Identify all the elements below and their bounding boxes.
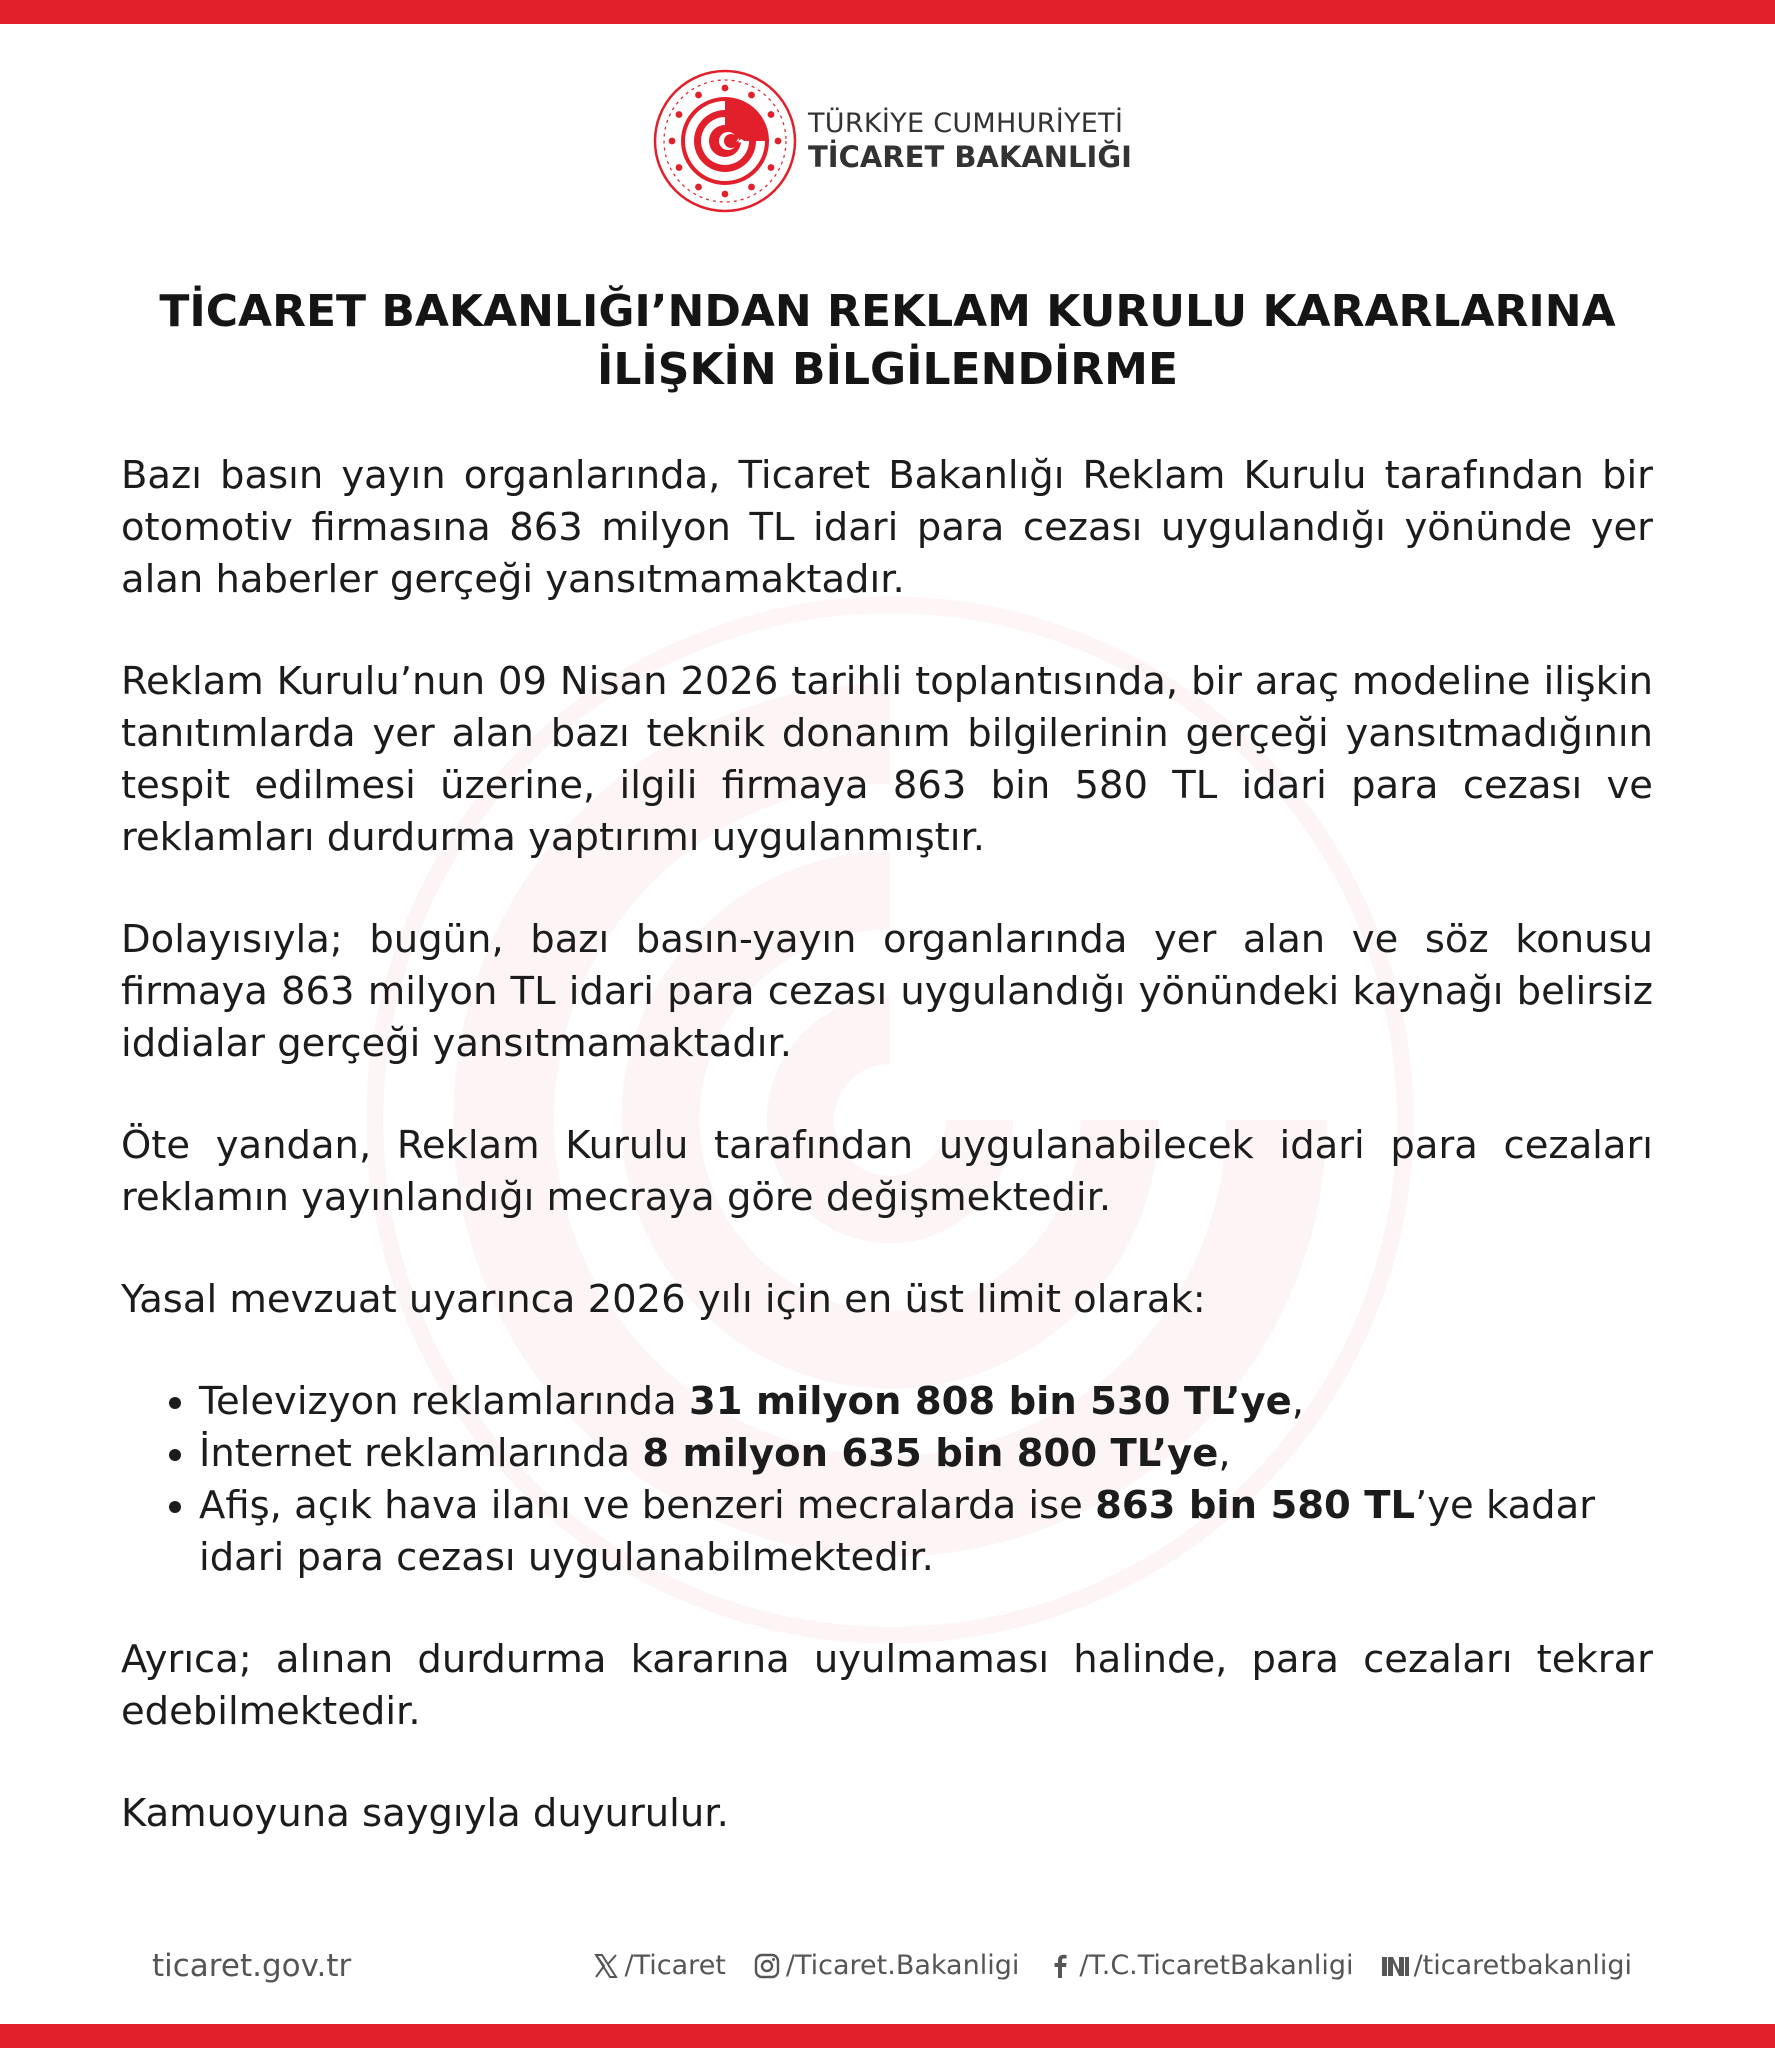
- nsosyal-handle: /ticaretbakanligi: [1413, 1950, 1632, 1981]
- limit-amount: 8 milyon 635 bin 800 TL’ye: [642, 1431, 1219, 1476]
- ministry-logo: [652, 68, 1212, 218]
- logo-line-country: TÜRKİYE CUMHURİYETİ: [808, 108, 1124, 139]
- paragraph-3: Dolayısıyla; bugün, bazı basın-yayın organlarında yer alan ve söz konusu firmaya 863 milyon TL idari para cezası uygulandığı yönündeki kaynağı belirsiz iddialar gerçeği yansıtmamaktadır.: [121, 917, 1653, 1066]
- x-handle: /Ticaret: [624, 1950, 726, 1981]
- limit-text: İnternet reklamlarında: [199, 1431, 643, 1476]
- list-item: [199, 1480, 1653, 1584]
- title-line-2: İLİŞKİN BİLGİLENDİRME: [596, 344, 1179, 395]
- facebook-handle: /T.C.TicaretBakanligi: [1079, 1950, 1354, 1981]
- website-link[interactable]: ticaret.gov.tr: [152, 1948, 352, 1984]
- paragraph-1: Bazı basın yayın organlarında, Ticaret Bakanlığı Reklam Kurulu tarafından bir otomotiv firmasına 863 milyon TL idari para cezası uygulandığı yönünde yer alan haberler gerçeği yansıtmamaktadır.: [121, 453, 1653, 602]
- paragraph-7: Kamuoyuna saygıyla duyurulur.: [121, 1791, 729, 1836]
- paragraph-5: Yasal mevzuat uyarınca 2026 yılı için en üst limit olarak:: [121, 1277, 1206, 1322]
- ministry-name: [808, 108, 1132, 174]
- paragraph-2: Reklam Kurulu’nun 09 Nisan 2026 tarihli toplantısında, bir araç modeline ilişkin tanıtımlarda yer alan bazı teknik donanım bilgilerinin gerçeği yansıtmadığının tespit edilmesi üzerine, ilgili firmaya 863 bin 580 TL idari para cezası ve reklamları durdurma yaptırımı uygulanmıştır.: [121, 659, 1653, 860]
- paragraph-6: Ayrıca; alınan durdurma kararına uyulmaması halinde, para cezaları tekrar edebilmektedir.: [121, 1637, 1653, 1734]
- list-item: [199, 1428, 1653, 1480]
- announcement-body: [121, 450, 1653, 1890]
- top-accent-bar: [0, 0, 1775, 24]
- bottom-accent-bar: [0, 2024, 1775, 2048]
- nsosyal-link[interactable]: [1380, 1950, 1632, 1981]
- limit-amount: 863 bin 580 TL: [1095, 1483, 1416, 1528]
- limit-text: Afiş, açık hava ilanı ve benzeri mecralarda ise: [199, 1483, 1096, 1528]
- x-icon: [591, 1951, 621, 1981]
- limit-suffix: ’ye kadar idari para cezası uygulanabilmektedir.: [199, 1483, 1596, 1580]
- limits-list: [121, 1376, 1653, 1584]
- limit-amount: 31 milyon 808 bin 530 TL’ye: [688, 1379, 1292, 1424]
- footer: [152, 1948, 1632, 1992]
- instagram-icon: [752, 1951, 782, 1981]
- limit-text: Televizyon reklamlarında: [199, 1379, 689, 1424]
- ministry-emblem-icon: [652, 68, 798, 214]
- limit-suffix: ,: [1291, 1379, 1304, 1424]
- paragraph-4: Öte yandan, Reklam Kurulu tarafından uygulanabilecek idari para cezaları reklamın yayınlandığı mecraya göre değişmektedir.: [121, 1123, 1653, 1220]
- limit-suffix: ,: [1218, 1431, 1231, 1476]
- logo-line-ministry: TİCARET BAKANLIĞI: [808, 140, 1132, 174]
- title-line-1: TİCARET BAKANLIĞI’NDAN REKLAM KURULU KARARLARINA: [159, 286, 1616, 337]
- page-title: [100, 283, 1675, 399]
- nsosyal-icon: [1380, 1951, 1410, 1981]
- x-link[interactable]: [591, 1950, 726, 1981]
- list-item: [199, 1376, 1653, 1428]
- facebook-link[interactable]: [1045, 1950, 1353, 1981]
- instagram-handle: /Ticaret.Bakanligi: [785, 1950, 1020, 1981]
- instagram-link[interactable]: [752, 1950, 1019, 1981]
- facebook-icon: [1045, 1951, 1075, 1981]
- social-links: [591, 1950, 1632, 1981]
